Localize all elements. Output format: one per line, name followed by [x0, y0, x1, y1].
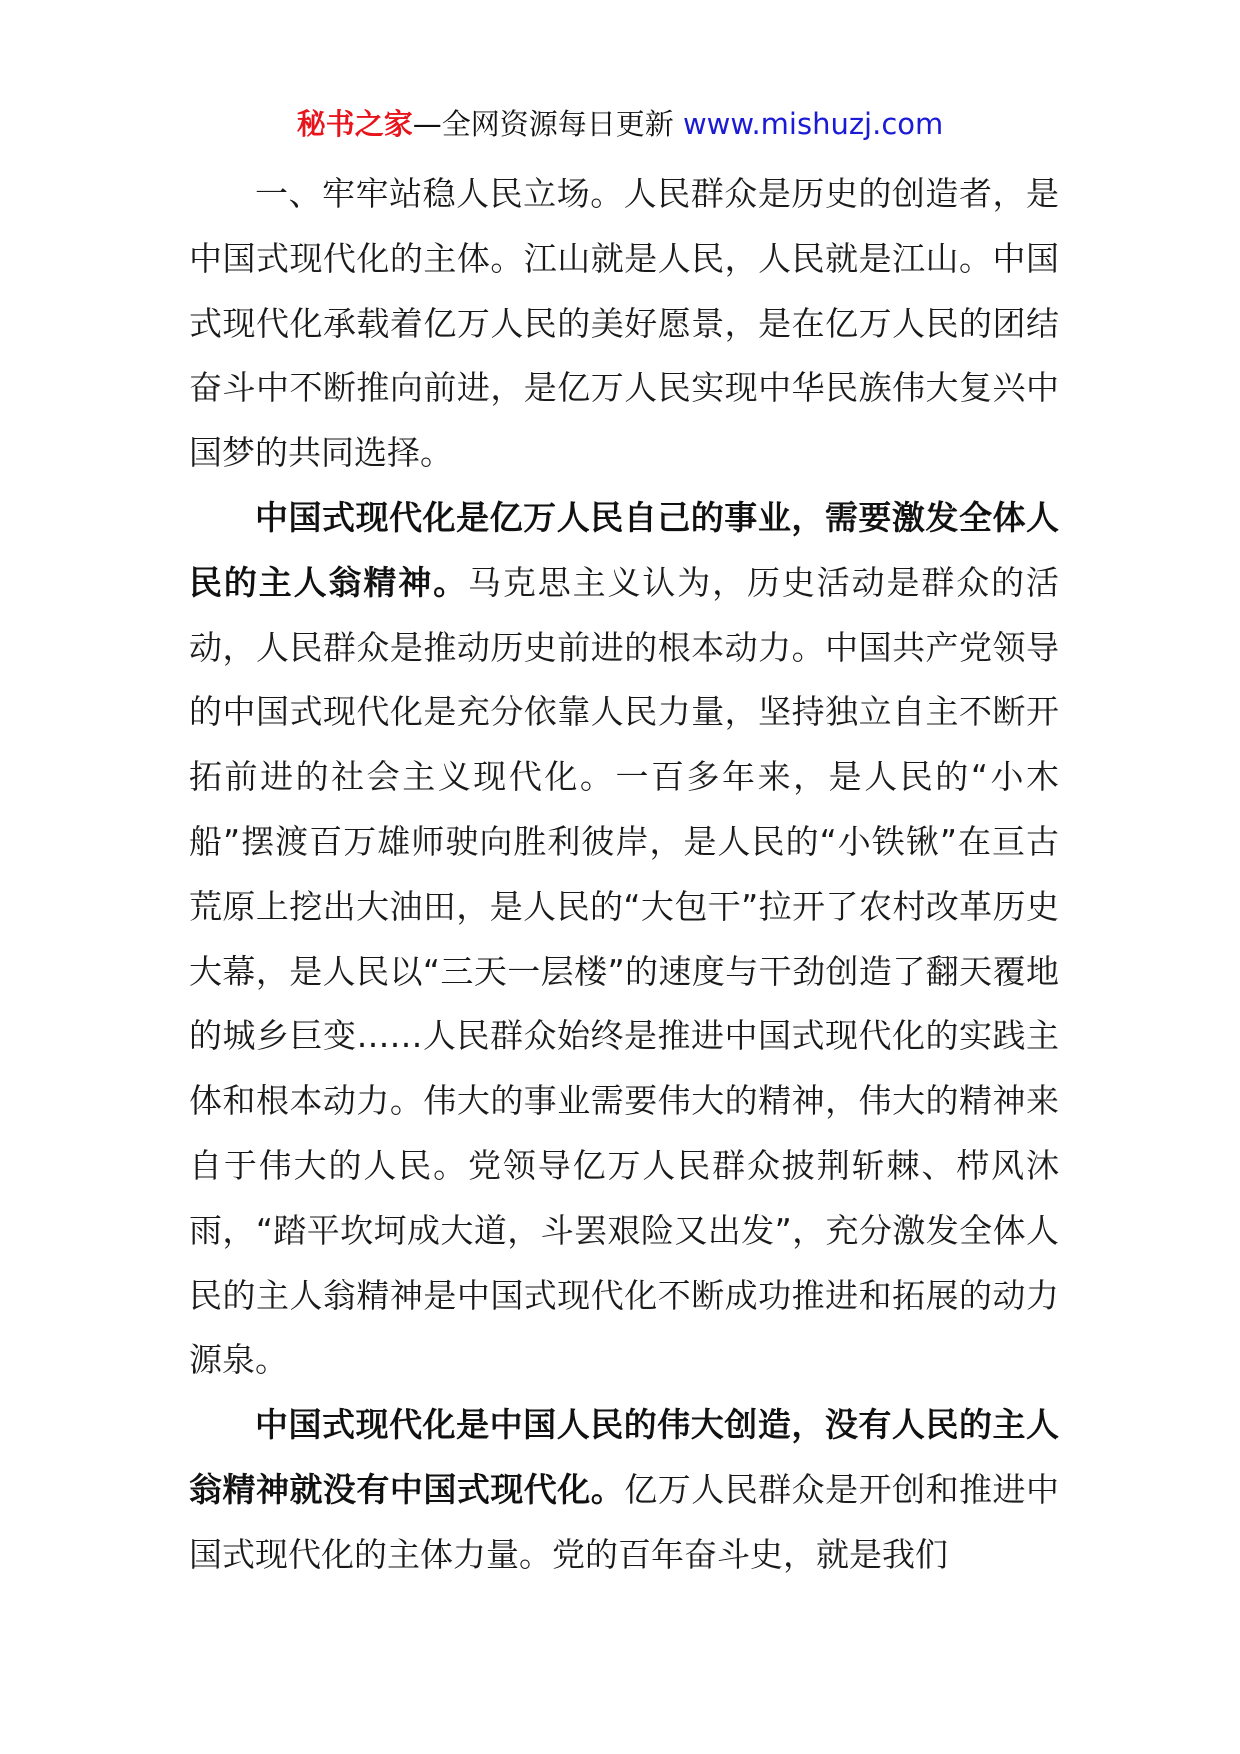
- site-link[interactable]: www.mishuzj.com: [682, 107, 944, 141]
- page-header: [0, 102, 1240, 146]
- paragraph-3-text: 亿万人民群众是开创和推进中国式现代化的主体力量。党的百年奋斗史，就是我们: [189, 1469, 1060, 1574]
- article-body: [189, 162, 1059, 1588]
- paragraph-2-lead: 中国式现代化是亿万人民自己的事业，需要激发全体人民的主人翁精神。: [189, 497, 1059, 602]
- paragraph-1: [189, 162, 1059, 486]
- header-tagline: —全网资源每日更新: [412, 107, 683, 141]
- brand-name: 秘书之家: [296, 107, 413, 141]
- paragraph-1-text: 一、牢牢站稳人民立场。人民群众是历史的创造者，是中国式现代化的主体。江山就是人民，人民就是江山。中国式现代化承载着亿万人民的美好愿景，是在亿万人民的团结奋斗中不断推向前进，是亿万人民实现中华民族伟大复兴中国梦的共同选择。: [189, 174, 1059, 473]
- paragraph-3-lead: 中国式现代化是中国人民的伟大创造，没有人民的主人翁精神就没有中国式现代化。: [189, 1405, 1059, 1509]
- paragraph-2-text: 马克思主义认为，历史活动是群众的活动，人民群众是推动历史前进的根本动力。中国共产党领导的中国式现代化是充分依靠人民力量，坚持独立自主不断开拓前进的社会主义现代化。一百多年来，是人民的“小木船”摆渡百万雄师驶向胜利彼岸，是人民的“小铁锹”在亘古荒原上挖出大油田，是人民的“大包干”拉开了农村改革历史大幕，是人民以“三天一层楼”的速度与干劲创造了翻天覆地的城乡巨变……人民群众始终是推进中国式现代化的实践主体和根本动力。伟大的事业需要伟大的精神，伟大的精神来自于伟大的人民。党领导亿万人民群众披荆斩棘、栉风沐雨，“踏平坎坷成大道，斗罢艰险又出发”，充分激发全体人民的主人翁精神是中国式现代化不断成功推进和拓展的动力源泉。: [189, 562, 1059, 1380]
- paragraph-2: [189, 486, 1059, 1393]
- paragraph-3: [189, 1393, 1059, 1587]
